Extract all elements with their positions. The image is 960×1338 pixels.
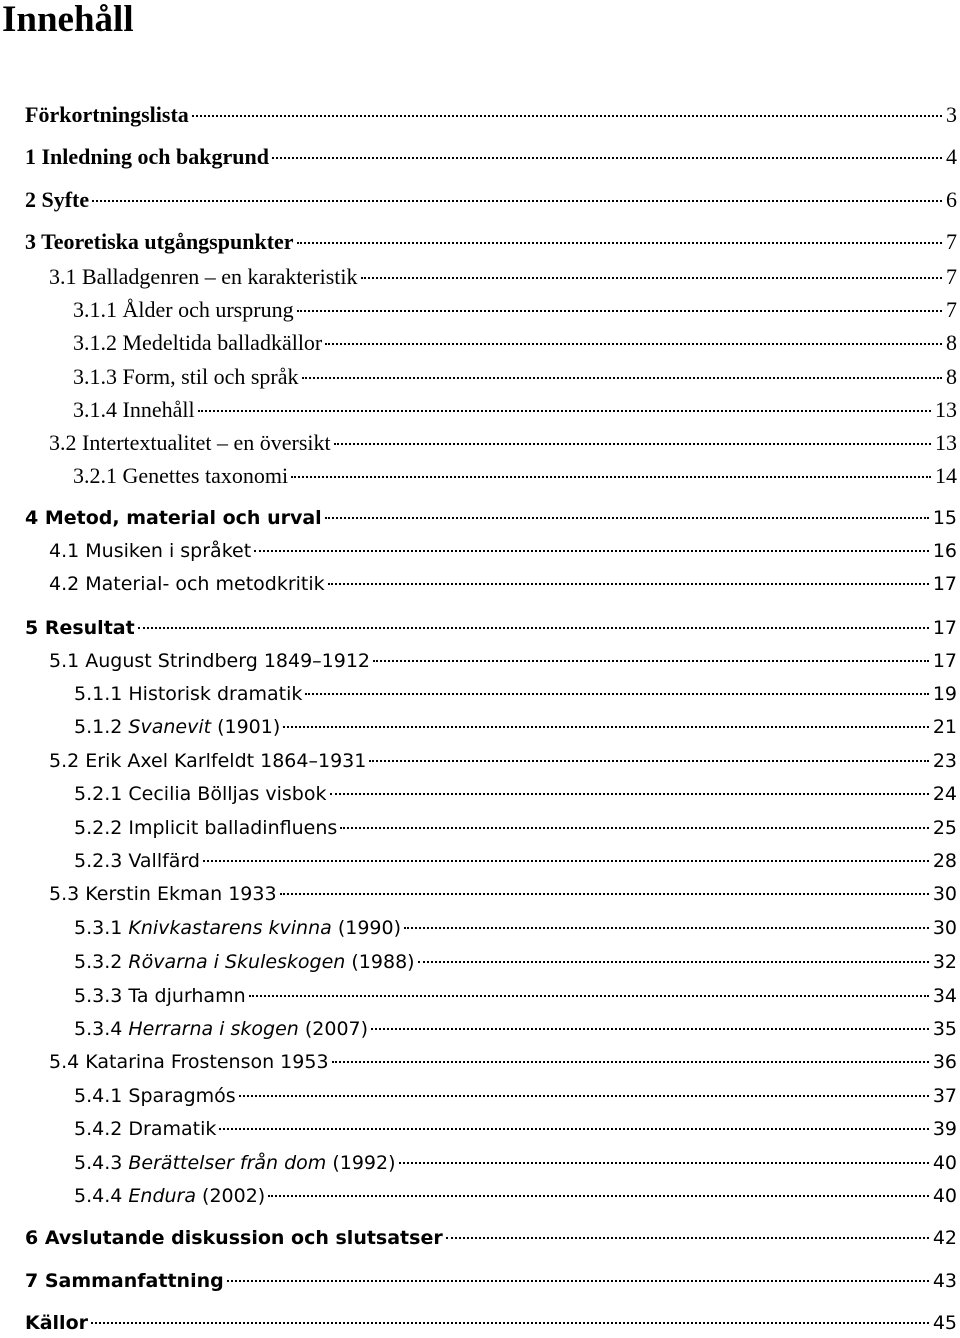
toc-entry-title-text: 5.4.3 [74, 1152, 129, 1174]
toc-entry-title-text: 7 Sammanfattning [25, 1270, 224, 1292]
toc-entry-title [25, 185, 89, 215]
toc-entry-title [49, 262, 358, 292]
toc-entry-year: (1901) [211, 716, 281, 738]
toc-entry-title-text: 3.1.4 Innehåll [73, 397, 195, 422]
toc-entry-title-text: 5.2.3 Vallfärd [74, 850, 200, 872]
toc-entry[interactable] [73, 328, 957, 358]
toc-entry-page-number: 24 [932, 783, 957, 805]
toc-entry[interactable] [49, 879, 957, 909]
dot-leader [249, 995, 929, 997]
toc-entry-title-text: 3.1.1 Ålder och ursprung [73, 297, 294, 322]
toc-entry-work-title: Svanevit [128, 716, 212, 738]
toc-entry[interactable] [25, 1223, 957, 1253]
toc-entry[interactable] [49, 569, 957, 599]
dot-leader [361, 277, 942, 279]
toc-entry[interactable] [74, 1114, 957, 1144]
toc-entry-page-number: 15 [932, 507, 957, 529]
toc-entry-year: (2007) [298, 1018, 369, 1040]
toc-entry-title [73, 328, 322, 358]
toc-entry-page-number: 30 [932, 883, 957, 905]
toc-entry[interactable] [73, 295, 957, 325]
dot-leader [371, 1028, 929, 1030]
toc-entry-year: (2002) [196, 1185, 266, 1207]
dot-leader [291, 476, 931, 478]
toc-entry-title-text: 3.2.1 Genettes taxonomi [73, 463, 289, 488]
toc-entry[interactable] [74, 846, 957, 876]
toc-entry[interactable] [49, 262, 957, 292]
toc-entry-page-number: 21 [932, 716, 957, 738]
toc-entry-page-number: 45 [932, 1312, 957, 1334]
toc-entry-title [74, 1081, 236, 1111]
toc-entry-title-text: 5.2 Erik Axel Karlfeldt 1864–1931 [49, 750, 367, 772]
dot-leader [203, 860, 929, 862]
dot-leader [92, 200, 942, 202]
dot-leader [330, 793, 929, 795]
toc-entry-title-text: 4.1 Musiken i språket [49, 540, 252, 562]
toc-entry-page-number: 32 [932, 951, 957, 973]
dot-leader [297, 242, 942, 244]
dot-leader [305, 693, 928, 695]
toc-entry-title-text: 3.2 Intertextualitet – en översikt [49, 430, 331, 455]
toc-entry[interactable] [73, 362, 957, 392]
toc-entry[interactable] [49, 536, 957, 566]
toc-entry-page-number: 17 [932, 573, 957, 595]
toc-entry-work-title: Rövarna i Skuleskogen [128, 951, 346, 973]
toc-entry[interactable] [74, 913, 957, 943]
toc-entry-title [73, 362, 299, 392]
toc-entry[interactable] [74, 947, 957, 977]
toc-entry-title-text: 5.4 Katarina Frostenson 1953 [49, 1051, 329, 1073]
dot-leader [404, 927, 929, 929]
toc-entry-title [73, 295, 294, 325]
toc-entry-title [49, 1047, 329, 1077]
toc-entry-page-number: 13 [935, 397, 957, 422]
page-title: Innehåll [2, 0, 134, 40]
toc-entry-title [74, 981, 246, 1011]
toc-entry-title [25, 227, 294, 257]
toc-entry[interactable] [25, 503, 957, 533]
toc-entry-page-number: 40 [932, 1185, 957, 1207]
toc-entry-work-title: Berättelser från dom [128, 1152, 327, 1174]
toc-entry[interactable] [25, 1266, 957, 1296]
toc-entry[interactable] [73, 461, 957, 491]
toc-entry[interactable] [25, 185, 957, 215]
toc-entry-title [25, 613, 135, 643]
toc-entry[interactable] [74, 679, 957, 709]
toc-entry-title-text: 6 Avslutande diskussion och slutsatser [25, 1227, 443, 1249]
toc-entry-year: (1992) [326, 1152, 396, 1174]
toc-entry[interactable] [74, 779, 957, 809]
dot-leader [280, 893, 929, 895]
toc-entry-title-text: 3 Teoretiska utgångspunkter [25, 229, 294, 254]
toc-entry-title-text: 5.2.2 Implicit balladinfluens [74, 817, 338, 839]
toc-entry-page-number: 6 [946, 187, 957, 212]
toc-entry-title [49, 646, 370, 676]
dot-leader [297, 310, 942, 312]
toc-entry-title [73, 461, 288, 491]
toc-entry[interactable] [25, 227, 957, 257]
dot-leader [369, 760, 928, 762]
toc-entry-page-number: 39 [932, 1118, 957, 1140]
toc-entry-title-text: 2 Syfte [25, 187, 90, 212]
toc-entry-title-text: 5.2.1 Cecilia Bölljas visbok [74, 783, 327, 805]
toc-entry[interactable] [49, 746, 957, 776]
toc-entry-title-text: Källor [25, 1312, 88, 1334]
toc-entry-work-title: Herrarna i skogen [128, 1018, 299, 1040]
dot-leader [239, 1095, 929, 1097]
toc-entry-title [74, 1014, 368, 1044]
toc-entry-page-number: 4 [946, 144, 957, 169]
toc-entry-title [49, 536, 251, 566]
toc-entry-page-number: 36 [932, 1051, 957, 1073]
dot-leader [268, 1195, 929, 1197]
dot-leader [340, 827, 929, 829]
toc-entry-title [74, 779, 327, 809]
toc-entry-title-text: 5.1.2 [74, 716, 129, 738]
dot-leader [254, 550, 929, 552]
dot-leader [328, 583, 929, 585]
toc-entry-title-text: 5.4.4 [74, 1185, 129, 1207]
toc-entry-title [74, 947, 415, 977]
toc-entry[interactable] [49, 1047, 957, 1077]
toc-entry[interactable] [25, 613, 957, 643]
toc-entry-title [25, 142, 269, 172]
toc-entry-page-number: 7 [946, 297, 957, 322]
dot-leader [198, 410, 931, 412]
toc-entry-title-text: 3.1.2 Medeltida balladkällor [73, 330, 323, 355]
toc-entry-page-number: 8 [946, 364, 957, 389]
toc-entry-title-text: 5.3.3 Ta djurhamn [74, 985, 246, 1007]
toc-entry-page-number: 42 [932, 1227, 957, 1249]
dot-leader [272, 157, 942, 159]
toc-entry-title [74, 913, 401, 943]
toc-entry[interactable] [74, 1081, 957, 1111]
toc-entry-page-number: 23 [932, 750, 957, 772]
toc-entry-title [25, 1266, 224, 1296]
toc-entry-title-text: Förkortningslista [25, 102, 189, 127]
dot-leader [302, 377, 943, 379]
toc-entry[interactable] [49, 646, 957, 676]
toc-entry-title [74, 1181, 265, 1211]
dot-leader [399, 1162, 929, 1164]
toc-entry-title [74, 846, 200, 876]
toc-entry-title [25, 503, 322, 533]
toc-entry[interactable] [74, 1181, 957, 1211]
toc-entry-title [25, 1308, 88, 1338]
toc-entry-page-number: 13 [935, 430, 957, 455]
dot-leader [373, 660, 929, 662]
toc-entry[interactable] [74, 813, 957, 843]
toc-entry-title [49, 746, 366, 776]
toc-entry-page-number: 17 [932, 650, 957, 672]
dot-leader [227, 1280, 929, 1282]
toc-entry-year: (1988) [345, 951, 415, 973]
dot-leader [446, 1237, 929, 1239]
toc-entry-page-number: 34 [932, 985, 957, 1007]
toc-entry-page-number: 16 [932, 540, 957, 562]
toc-entry-page-number: 40 [932, 1152, 957, 1174]
dot-leader [325, 517, 929, 519]
dot-leader [91, 1322, 929, 1324]
toc-entry[interactable] [25, 1308, 957, 1338]
toc-entry-title-text: 5.3.1 [74, 917, 129, 939]
dot-leader [192, 115, 942, 117]
toc-entry-page-number: 43 [932, 1270, 957, 1292]
toc-entry-page-number: 30 [932, 917, 957, 939]
toc-entry-title [74, 1148, 396, 1178]
toc-entry-title-text: 5.3 Kerstin Ekman 1933 [49, 883, 277, 905]
toc-entry-work-title: Endura [128, 1185, 196, 1207]
toc-entry-page-number: 19 [932, 683, 957, 705]
toc-entry-title [25, 100, 189, 130]
toc-entry-page-number: 25 [932, 817, 957, 839]
toc-entry[interactable] [74, 981, 957, 1011]
toc-entry-title-text: 1 Inledning och bakgrund [25, 144, 269, 169]
toc-entry-title [49, 569, 325, 599]
toc-entry-title-text: 3.1 Balladgenren – en karakteristik [49, 264, 358, 289]
dot-leader [219, 1128, 928, 1130]
toc-entry-page-number: 28 [932, 850, 957, 872]
toc-entry-page-number: 35 [932, 1018, 957, 1040]
toc-entry-page-number: 37 [932, 1085, 957, 1107]
toc-entry[interactable] [25, 100, 957, 130]
toc-entry-title-text: 4.2 Material- och metodkritik [49, 573, 325, 595]
toc-entry-title-text: 3.1.3 Form, stil och språk [73, 364, 299, 389]
toc-entry-title-text: 5.3.4 [74, 1018, 129, 1040]
toc-entry-page-number: 7 [946, 229, 957, 254]
toc-entry-title [25, 1223, 443, 1253]
toc-entry-page-number: 3 [946, 102, 957, 127]
toc-entry-page-number: 8 [946, 330, 957, 355]
toc-entry-title-text: 4 Metod, material och urval [25, 507, 322, 529]
toc-entry-title [74, 813, 337, 843]
dot-leader [138, 627, 929, 629]
toc-entry-work-title: Knivkastarens kvinna [128, 917, 332, 939]
toc-entry-page-number: 14 [935, 463, 957, 488]
toc-entry-title-text: 5.3.2 [74, 951, 129, 973]
toc-entry-title [73, 395, 195, 425]
toc-entry[interactable] [74, 1148, 957, 1178]
toc-entry-title [49, 428, 331, 458]
toc-entry-year: (1990) [331, 917, 402, 939]
toc-entry[interactable] [74, 1014, 957, 1044]
toc-entry[interactable] [73, 395, 957, 425]
toc-entry-title [74, 712, 280, 742]
toc-entry[interactable] [49, 428, 957, 458]
toc-entry-title-text: 5 Resultat [25, 617, 135, 639]
dot-leader [332, 1061, 929, 1063]
toc-entry-title-text: 5.1 August Strindberg 1849–1912 [49, 650, 371, 672]
dot-leader [418, 961, 929, 963]
toc-entry[interactable] [74, 712, 957, 742]
toc-entry[interactable] [25, 142, 957, 172]
dot-leader [325, 343, 942, 345]
toc-entry-title-text: 5.4.1 Sparagmós [74, 1085, 236, 1107]
toc-entry-page-number: 7 [946, 264, 957, 289]
toc-entry-title [49, 879, 277, 909]
toc-entry-title [74, 679, 302, 709]
toc-entry-title-text: 5.1.1 Historisk dramatik [74, 683, 303, 705]
toc-entry-page-number: 17 [932, 617, 957, 639]
toc-entry-title [74, 1114, 216, 1144]
toc-entry-title-text: 5.4.2 Dramatik [74, 1118, 217, 1140]
dot-leader [283, 726, 929, 728]
dot-leader [334, 443, 931, 445]
